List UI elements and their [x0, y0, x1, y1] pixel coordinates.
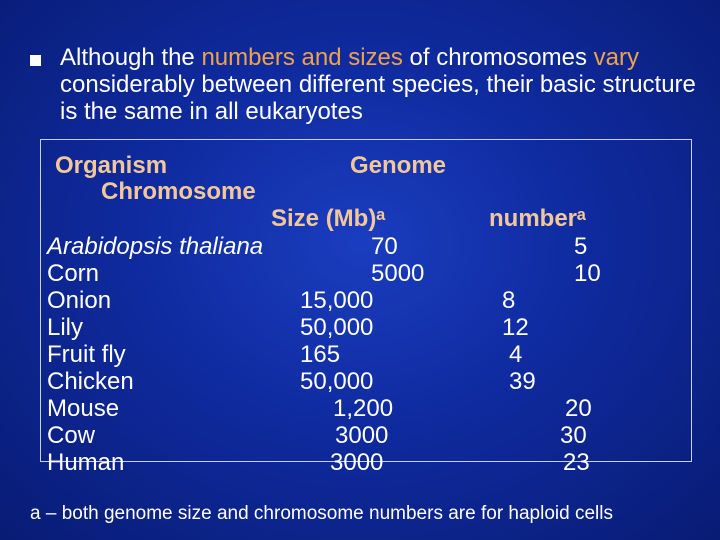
intro-text-part3: considerably between different species, their basic structure is the same in all eukaryotes: [60, 71, 696, 125]
bullet-square-icon: [30, 55, 41, 66]
header-number: numberᵃ: [489, 205, 587, 232]
row-size: 3000: [335, 422, 389, 449]
row-organism: Fruit fly: [47, 341, 126, 368]
row-size: 70: [371, 233, 398, 260]
row-organism: Chicken: [47, 368, 134, 395]
footnote: a – both genome size and chromosome numbers are for haploid cells: [30, 503, 613, 524]
row-number: 4: [509, 341, 523, 368]
row-organism: Cow: [47, 422, 96, 449]
row-organism: Onion: [47, 287, 112, 314]
row-organism: Lily: [47, 314, 84, 341]
row-organism: Mouse: [47, 395, 120, 422]
row-number: 20: [565, 395, 592, 422]
row-size: 5000: [371, 260, 425, 287]
row-size: 50,000: [300, 368, 374, 395]
row-number: 10: [574, 260, 601, 287]
intro-highlight-numbers-sizes: numbers and sizes: [201, 44, 403, 71]
row-organism: Arabidopsis thaliana: [47, 233, 264, 260]
row-number: 12: [502, 314, 529, 341]
row-size: 165: [300, 341, 341, 368]
row-size: 1,200: [333, 395, 394, 422]
row-number: 30: [560, 422, 587, 449]
row-number: 8: [502, 287, 516, 314]
header-size: Size (Mb)ᵃ: [271, 205, 386, 232]
row-size: 3000: [330, 449, 384, 476]
intro-text-part1: Although the: [60, 44, 202, 71]
row-organism: Human: [47, 449, 125, 476]
row-number: 23: [563, 449, 590, 476]
row-size: 50,000: [300, 314, 374, 341]
header-chromosome: Chromosome: [101, 178, 256, 205]
row-number: 39: [509, 368, 536, 395]
intro-text: [60, 44, 710, 125]
header-genome: Genome: [350, 152, 447, 179]
row-number: 5: [574, 233, 588, 260]
intro-highlight-vary: vary: [593, 44, 639, 71]
row-organism: Corn: [47, 260, 100, 287]
header-organism: Organism: [55, 152, 168, 179]
intro-text-part2: of chromosomes: [402, 44, 594, 71]
row-size: 15,000: [300, 287, 374, 314]
